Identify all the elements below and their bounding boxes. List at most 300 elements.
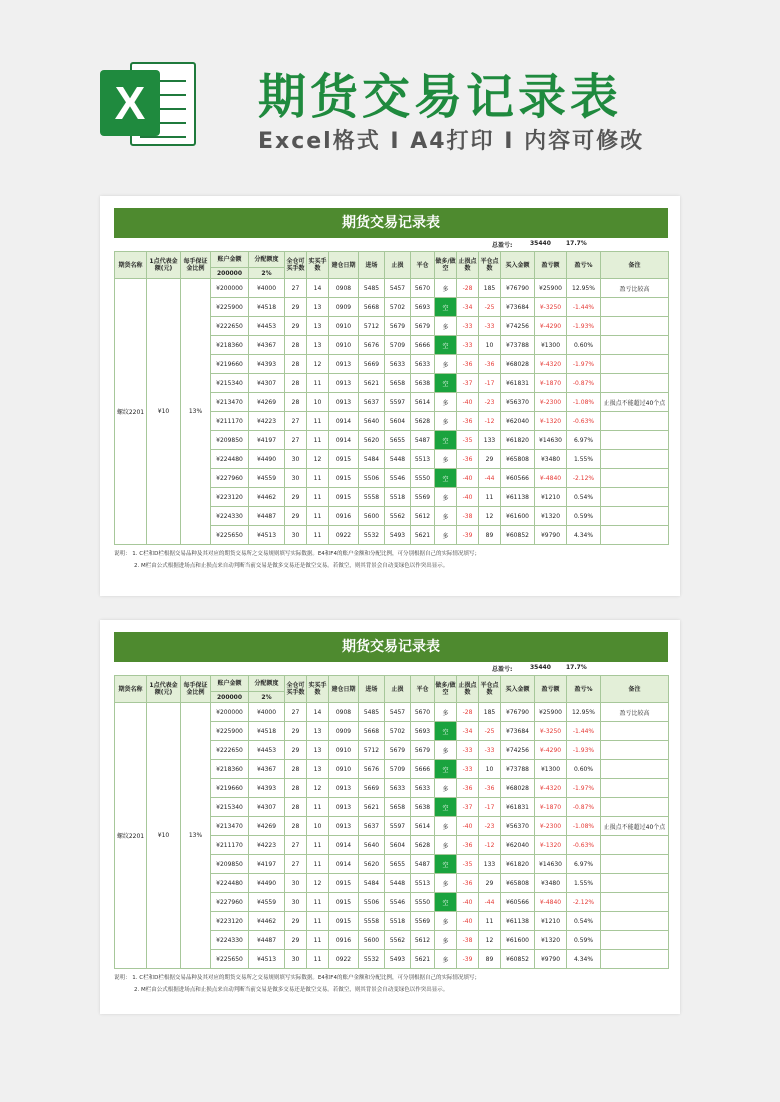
buy-amount-cell[interactable]: ¥60852	[501, 950, 535, 969]
profit-cell[interactable]: ¥1320	[535, 931, 567, 950]
max-lots-cell[interactable]: 28	[285, 336, 307, 355]
stop-points-cell[interactable]: -39	[457, 950, 479, 969]
account-cell[interactable]: ¥227960	[211, 893, 249, 912]
profit-pct-cell[interactable]: 0.59%	[567, 931, 601, 950]
open-date-cell[interactable]: 0914	[329, 431, 359, 450]
unit-amount-cell[interactable]: ¥10	[147, 703, 181, 969]
profit-pct-cell[interactable]: -1.93%	[567, 317, 601, 336]
close-cell[interactable]: 5614	[411, 817, 435, 836]
allocation-cell[interactable]: ¥4513	[249, 950, 285, 969]
close-points-cell[interactable]: -23	[479, 817, 501, 836]
buy-amount-cell[interactable]: ¥61600	[501, 507, 535, 526]
stop-cell[interactable]: 5597	[385, 393, 411, 412]
max-lots-cell[interactable]: 28	[285, 779, 307, 798]
stop-points-cell[interactable]: -36	[457, 355, 479, 374]
direction-cell[interactable]: 多	[435, 412, 457, 431]
entry-cell[interactable]: 5712	[359, 317, 385, 336]
close-cell[interactable]: 5569	[411, 488, 435, 507]
stop-points-cell[interactable]: -33	[457, 760, 479, 779]
buy-amount-cell[interactable]: ¥76790	[501, 279, 535, 298]
max-lots-cell[interactable]: 27	[285, 836, 307, 855]
profit-pct-cell[interactable]: -1.97%	[567, 355, 601, 374]
profit-pct-cell[interactable]: -1.97%	[567, 779, 601, 798]
direction-cell[interactable]: 多	[435, 393, 457, 412]
actual-lots-cell[interactable]: 13	[307, 741, 329, 760]
account-cell[interactable]: ¥209850	[211, 855, 249, 874]
account-cell[interactable]: ¥223120	[211, 488, 249, 507]
allocation-cell[interactable]: ¥4559	[249, 469, 285, 488]
allocation-cell[interactable]: ¥4393	[249, 355, 285, 374]
allocation-cell[interactable]: ¥4487	[249, 931, 285, 950]
remark-cell[interactable]	[601, 874, 669, 893]
max-lots-cell[interactable]: 29	[285, 488, 307, 507]
entry-cell[interactable]: 5558	[359, 488, 385, 507]
open-date-cell[interactable]: 0913	[329, 355, 359, 374]
profit-cell[interactable]: ¥9790	[535, 950, 567, 969]
max-lots-cell[interactable]: 29	[285, 298, 307, 317]
account-cell[interactable]: ¥211170	[211, 836, 249, 855]
profit-cell[interactable]: ¥1210	[535, 912, 567, 931]
stop-points-cell[interactable]: -33	[457, 336, 479, 355]
actual-lots-cell[interactable]: 11	[307, 893, 329, 912]
close-points-cell[interactable]: 89	[479, 526, 501, 545]
direction-cell[interactable]: 多	[435, 279, 457, 298]
name-cell[interactable]: 螺纹2201	[115, 279, 147, 545]
profit-pct-cell[interactable]: -0.87%	[567, 374, 601, 393]
close-cell[interactable]: 5621	[411, 950, 435, 969]
account-cell[interactable]: ¥224480	[211, 450, 249, 469]
stop-points-cell[interactable]: -36	[457, 412, 479, 431]
open-date-cell[interactable]: 0913	[329, 374, 359, 393]
buy-amount-cell[interactable]: ¥60852	[501, 526, 535, 545]
remark-cell[interactable]: 止损点不能超过40个点	[601, 393, 669, 412]
close-cell[interactable]: 5513	[411, 450, 435, 469]
stop-cell[interactable]: 5709	[385, 760, 411, 779]
close-cell[interactable]: 5628	[411, 412, 435, 431]
close-cell[interactable]: 5550	[411, 469, 435, 488]
open-date-cell[interactable]: 0922	[329, 526, 359, 545]
close-points-cell[interactable]: -12	[479, 836, 501, 855]
direction-cell[interactable]: 多	[435, 703, 457, 722]
stop-points-cell[interactable]: -34	[457, 722, 479, 741]
close-points-cell[interactable]: 185	[479, 703, 501, 722]
close-cell[interactable]: 5693	[411, 298, 435, 317]
allocation-cell[interactable]: ¥4518	[249, 722, 285, 741]
actual-lots-cell[interactable]: 11	[307, 912, 329, 931]
entry-cell[interactable]: 5668	[359, 298, 385, 317]
account-cell[interactable]: ¥222650	[211, 317, 249, 336]
stop-cell[interactable]: 5546	[385, 893, 411, 912]
entry-cell[interactable]: 5669	[359, 779, 385, 798]
close-points-cell[interactable]: -44	[479, 469, 501, 488]
max-lots-cell[interactable]: 27	[285, 855, 307, 874]
profit-pct-cell[interactable]: -1.08%	[567, 817, 601, 836]
entry-cell[interactable]: 5676	[359, 760, 385, 779]
direction-cell[interactable]: 多	[435, 741, 457, 760]
open-date-cell[interactable]: 0910	[329, 317, 359, 336]
allocation-cell[interactable]: ¥4490	[249, 450, 285, 469]
open-date-cell[interactable]: 0909	[329, 298, 359, 317]
open-date-cell[interactable]: 0910	[329, 760, 359, 779]
max-lots-cell[interactable]: 29	[285, 931, 307, 950]
buy-amount-cell[interactable]: ¥62040	[501, 412, 535, 431]
actual-lots-cell[interactable]: 14	[307, 279, 329, 298]
actual-lots-cell[interactable]: 12	[307, 355, 329, 374]
account-cell[interactable]: ¥215340	[211, 374, 249, 393]
allocation-cell[interactable]: ¥4393	[249, 779, 285, 798]
open-date-cell[interactable]: 0913	[329, 393, 359, 412]
close-points-cell[interactable]: 89	[479, 950, 501, 969]
stop-cell[interactable]: 5655	[385, 855, 411, 874]
stop-points-cell[interactable]: -34	[457, 298, 479, 317]
allocation-cell[interactable]: ¥4223	[249, 836, 285, 855]
actual-lots-cell[interactable]: 11	[307, 836, 329, 855]
account-value-cell[interactable]: 200000	[211, 268, 249, 279]
buy-amount-cell[interactable]: ¥61831	[501, 798, 535, 817]
buy-amount-cell[interactable]: ¥65808	[501, 450, 535, 469]
profit-cell[interactable]: ¥25900	[535, 279, 567, 298]
allocation-value-cell[interactable]: 2%	[249, 268, 285, 279]
close-cell[interactable]: 5569	[411, 912, 435, 931]
stop-points-cell[interactable]: -39	[457, 526, 479, 545]
max-lots-cell[interactable]: 28	[285, 355, 307, 374]
buy-amount-cell[interactable]: ¥76790	[501, 703, 535, 722]
allocation-cell[interactable]: ¥4367	[249, 336, 285, 355]
buy-amount-cell[interactable]: ¥74256	[501, 317, 535, 336]
entry-cell[interactable]: 5620	[359, 855, 385, 874]
profit-cell[interactable]: ¥-4290	[535, 317, 567, 336]
actual-lots-cell[interactable]: 11	[307, 469, 329, 488]
close-points-cell[interactable]: 12	[479, 931, 501, 950]
open-date-cell[interactable]: 0915	[329, 450, 359, 469]
entry-cell[interactable]: 5621	[359, 374, 385, 393]
allocation-cell[interactable]: ¥4269	[249, 393, 285, 412]
remark-cell[interactable]	[601, 798, 669, 817]
stop-cell[interactable]: 5658	[385, 374, 411, 393]
stop-cell[interactable]: 5702	[385, 722, 411, 741]
close-cell[interactable]: 5638	[411, 374, 435, 393]
actual-lots-cell[interactable]: 12	[307, 874, 329, 893]
stop-cell[interactable]: 5457	[385, 279, 411, 298]
entry-cell[interactable]: 5532	[359, 526, 385, 545]
close-cell[interactable]: 5670	[411, 279, 435, 298]
stop-cell[interactable]: 5679	[385, 741, 411, 760]
open-date-cell[interactable]: 0922	[329, 950, 359, 969]
profit-pct-cell[interactable]: 0.59%	[567, 507, 601, 526]
stop-cell[interactable]: 5493	[385, 950, 411, 969]
open-date-cell[interactable]: 0913	[329, 798, 359, 817]
stop-points-cell[interactable]: -28	[457, 703, 479, 722]
open-date-cell[interactable]: 0915	[329, 469, 359, 488]
stop-points-cell[interactable]: -35	[457, 431, 479, 450]
allocation-cell[interactable]: ¥4197	[249, 855, 285, 874]
direction-cell[interactable]: 多	[435, 836, 457, 855]
remark-cell[interactable]	[601, 931, 669, 950]
actual-lots-cell[interactable]: 11	[307, 798, 329, 817]
stop-cell[interactable]: 5518	[385, 912, 411, 931]
allocation-cell[interactable]: ¥4223	[249, 412, 285, 431]
close-points-cell[interactable]: 133	[479, 855, 501, 874]
open-date-cell[interactable]: 0916	[329, 507, 359, 526]
max-lots-cell[interactable]: 27	[285, 412, 307, 431]
open-date-cell[interactable]: 0914	[329, 412, 359, 431]
actual-lots-cell[interactable]: 11	[307, 507, 329, 526]
stop-cell[interactable]: 5604	[385, 412, 411, 431]
account-value-cell[interactable]: 200000	[211, 692, 249, 703]
direction-cell[interactable]: 空	[435, 798, 457, 817]
close-points-cell[interactable]: -12	[479, 412, 501, 431]
stop-points-cell[interactable]: -37	[457, 374, 479, 393]
remark-cell[interactable]	[601, 469, 669, 488]
actual-lots-cell[interactable]: 13	[307, 722, 329, 741]
remark-cell[interactable]	[601, 855, 669, 874]
actual-lots-cell[interactable]: 10	[307, 393, 329, 412]
allocation-cell[interactable]: ¥4559	[249, 893, 285, 912]
profit-cell[interactable]: ¥-1320	[535, 412, 567, 431]
entry-cell[interactable]: 5640	[359, 412, 385, 431]
actual-lots-cell[interactable]: 11	[307, 931, 329, 950]
actual-lots-cell[interactable]: 11	[307, 855, 329, 874]
actual-lots-cell[interactable]: 11	[307, 950, 329, 969]
remark-cell[interactable]	[601, 488, 669, 507]
profit-pct-cell[interactable]: 6.97%	[567, 855, 601, 874]
account-cell[interactable]: ¥219660	[211, 779, 249, 798]
profit-cell[interactable]: ¥14630	[535, 431, 567, 450]
actual-lots-cell[interactable]: 11	[307, 412, 329, 431]
actual-lots-cell[interactable]: 11	[307, 488, 329, 507]
direction-cell[interactable]: 空	[435, 722, 457, 741]
close-points-cell[interactable]: -25	[479, 298, 501, 317]
profit-cell[interactable]: ¥14630	[535, 855, 567, 874]
close-cell[interactable]: 5679	[411, 741, 435, 760]
stop-cell[interactable]: 5546	[385, 469, 411, 488]
profit-cell[interactable]: ¥-1870	[535, 374, 567, 393]
open-date-cell[interactable]: 0910	[329, 336, 359, 355]
close-cell[interactable]: 5628	[411, 836, 435, 855]
stop-cell[interactable]: 5457	[385, 703, 411, 722]
direction-cell[interactable]: 空	[435, 469, 457, 488]
remark-cell[interactable]	[601, 507, 669, 526]
open-date-cell[interactable]: 0909	[329, 722, 359, 741]
profit-cell[interactable]: ¥1210	[535, 488, 567, 507]
profit-pct-cell[interactable]: 0.54%	[567, 488, 601, 507]
direction-cell[interactable]: 多	[435, 779, 457, 798]
remark-cell[interactable]	[601, 450, 669, 469]
remark-cell[interactable]	[601, 779, 669, 798]
profit-pct-cell[interactable]: 1.55%	[567, 874, 601, 893]
stop-points-cell[interactable]: -33	[457, 317, 479, 336]
account-cell[interactable]: ¥225650	[211, 950, 249, 969]
remark-cell[interactable]	[601, 298, 669, 317]
close-points-cell[interactable]: 29	[479, 450, 501, 469]
direction-cell[interactable]: 多	[435, 488, 457, 507]
max-lots-cell[interactable]: 28	[285, 798, 307, 817]
account-cell[interactable]: ¥223120	[211, 912, 249, 931]
stop-points-cell[interactable]: -40	[457, 469, 479, 488]
account-cell[interactable]: ¥224330	[211, 507, 249, 526]
stop-cell[interactable]: 5655	[385, 431, 411, 450]
account-cell[interactable]: ¥224480	[211, 874, 249, 893]
profit-cell[interactable]: ¥3480	[535, 450, 567, 469]
direction-cell[interactable]: 空	[435, 336, 457, 355]
remark-cell[interactable]	[601, 760, 669, 779]
account-cell[interactable]: ¥225900	[211, 298, 249, 317]
max-lots-cell[interactable]: 30	[285, 450, 307, 469]
close-points-cell[interactable]: 133	[479, 431, 501, 450]
account-cell[interactable]: ¥215340	[211, 798, 249, 817]
account-cell[interactable]: ¥218360	[211, 760, 249, 779]
buy-amount-cell[interactable]: ¥68028	[501, 779, 535, 798]
actual-lots-cell[interactable]: 11	[307, 526, 329, 545]
direction-cell[interactable]: 多	[435, 450, 457, 469]
open-date-cell[interactable]: 0908	[329, 703, 359, 722]
entry-cell[interactable]: 5600	[359, 931, 385, 950]
profit-pct-cell[interactable]: -1.08%	[567, 393, 601, 412]
open-date-cell[interactable]: 0913	[329, 779, 359, 798]
profit-pct-cell[interactable]: -0.63%	[567, 836, 601, 855]
profit-cell[interactable]: ¥-1870	[535, 798, 567, 817]
direction-cell[interactable]: 多	[435, 931, 457, 950]
max-lots-cell[interactable]: 29	[285, 912, 307, 931]
profit-cell[interactable]: ¥-4320	[535, 355, 567, 374]
direction-cell[interactable]: 空	[435, 760, 457, 779]
allocation-cell[interactable]: ¥4462	[249, 912, 285, 931]
account-cell[interactable]: ¥224330	[211, 931, 249, 950]
profit-pct-cell[interactable]: 4.34%	[567, 526, 601, 545]
direction-cell[interactable]: 多	[435, 817, 457, 836]
close-points-cell[interactable]: -17	[479, 798, 501, 817]
stop-points-cell[interactable]: -37	[457, 798, 479, 817]
profit-pct-cell[interactable]: 12.95%	[567, 279, 601, 298]
actual-lots-cell[interactable]: 12	[307, 450, 329, 469]
actual-lots-cell[interactable]: 13	[307, 336, 329, 355]
stop-points-cell[interactable]: -40	[457, 393, 479, 412]
open-date-cell[interactable]: 0915	[329, 874, 359, 893]
allocation-cell[interactable]: ¥4000	[249, 279, 285, 298]
allocation-value-cell[interactable]: 2%	[249, 692, 285, 703]
actual-lots-cell[interactable]: 11	[307, 431, 329, 450]
profit-cell[interactable]: ¥-3250	[535, 722, 567, 741]
entry-cell[interactable]: 5506	[359, 469, 385, 488]
max-lots-cell[interactable]: 30	[285, 893, 307, 912]
stop-cell[interactable]: 5633	[385, 355, 411, 374]
allocation-cell[interactable]: ¥4490	[249, 874, 285, 893]
remark-cell[interactable]	[601, 412, 669, 431]
stop-cell[interactable]: 5709	[385, 336, 411, 355]
account-cell[interactable]: ¥227960	[211, 469, 249, 488]
stop-points-cell[interactable]: -28	[457, 279, 479, 298]
direction-cell[interactable]: 多	[435, 874, 457, 893]
direction-cell[interactable]: 空	[435, 431, 457, 450]
close-points-cell[interactable]: 10	[479, 760, 501, 779]
open-date-cell[interactable]: 0915	[329, 488, 359, 507]
close-points-cell[interactable]: 29	[479, 874, 501, 893]
profit-cell[interactable]: ¥-2300	[535, 817, 567, 836]
close-cell[interactable]: 5670	[411, 703, 435, 722]
remark-cell[interactable]	[601, 336, 669, 355]
allocation-cell[interactable]: ¥4453	[249, 317, 285, 336]
entry-cell[interactable]: 5621	[359, 798, 385, 817]
remark-cell[interactable]	[601, 374, 669, 393]
allocation-cell[interactable]: ¥4307	[249, 798, 285, 817]
profit-cell[interactable]: ¥1300	[535, 760, 567, 779]
direction-cell[interactable]: 多	[435, 950, 457, 969]
max-lots-cell[interactable]: 27	[285, 279, 307, 298]
entry-cell[interactable]: 5484	[359, 450, 385, 469]
entry-cell[interactable]: 5637	[359, 393, 385, 412]
direction-cell[interactable]: 多	[435, 507, 457, 526]
open-date-cell[interactable]: 0913	[329, 817, 359, 836]
allocation-cell[interactable]: ¥4197	[249, 431, 285, 450]
open-date-cell[interactable]: 0910	[329, 741, 359, 760]
remark-cell[interactable]	[601, 431, 669, 450]
max-lots-cell[interactable]: 28	[285, 817, 307, 836]
close-points-cell[interactable]: -17	[479, 374, 501, 393]
stop-points-cell[interactable]: -40	[457, 912, 479, 931]
stop-cell[interactable]: 5493	[385, 526, 411, 545]
stop-cell[interactable]: 5597	[385, 817, 411, 836]
allocation-cell[interactable]: ¥4269	[249, 817, 285, 836]
stop-points-cell[interactable]: -40	[457, 893, 479, 912]
max-lots-cell[interactable]: 30	[285, 950, 307, 969]
actual-lots-cell[interactable]: 10	[307, 817, 329, 836]
account-cell[interactable]: ¥225900	[211, 722, 249, 741]
stop-cell[interactable]: 5633	[385, 779, 411, 798]
max-lots-cell[interactable]: 30	[285, 469, 307, 488]
close-points-cell[interactable]: -25	[479, 722, 501, 741]
profit-cell[interactable]: ¥1300	[535, 336, 567, 355]
stop-points-cell[interactable]: -36	[457, 450, 479, 469]
max-lots-cell[interactable]: 29	[285, 722, 307, 741]
allocation-cell[interactable]: ¥4487	[249, 507, 285, 526]
entry-cell[interactable]: 5506	[359, 893, 385, 912]
buy-amount-cell[interactable]: ¥73684	[501, 298, 535, 317]
allocation-cell[interactable]: ¥4000	[249, 703, 285, 722]
actual-lots-cell[interactable]: 12	[307, 779, 329, 798]
close-points-cell[interactable]: 11	[479, 488, 501, 507]
profit-pct-cell[interactable]: -2.12%	[567, 469, 601, 488]
buy-amount-cell[interactable]: ¥61138	[501, 912, 535, 931]
buy-amount-cell[interactable]: ¥61831	[501, 374, 535, 393]
open-date-cell[interactable]: 0914	[329, 836, 359, 855]
direction-cell[interactable]: 空	[435, 893, 457, 912]
profit-pct-cell[interactable]: 0.54%	[567, 912, 601, 931]
account-cell[interactable]: ¥225650	[211, 526, 249, 545]
actual-lots-cell[interactable]: 11	[307, 374, 329, 393]
close-cell[interactable]: 5666	[411, 760, 435, 779]
unit-amount-cell[interactable]: ¥10	[147, 279, 181, 545]
remark-cell[interactable]	[601, 722, 669, 741]
buy-amount-cell[interactable]: ¥62040	[501, 836, 535, 855]
buy-amount-cell[interactable]: ¥60566	[501, 893, 535, 912]
allocation-cell[interactable]: ¥4367	[249, 760, 285, 779]
account-cell[interactable]: ¥200000	[211, 279, 249, 298]
profit-pct-cell[interactable]: -0.63%	[567, 412, 601, 431]
profit-pct-cell[interactable]: -1.44%	[567, 722, 601, 741]
stop-cell[interactable]: 5562	[385, 931, 411, 950]
actual-lots-cell[interactable]: 13	[307, 298, 329, 317]
max-lots-cell[interactable]: 29	[285, 741, 307, 760]
close-cell[interactable]: 5487	[411, 855, 435, 874]
close-cell[interactable]: 5638	[411, 798, 435, 817]
buy-amount-cell[interactable]: ¥61820	[501, 431, 535, 450]
max-lots-cell[interactable]: 30	[285, 526, 307, 545]
close-points-cell[interactable]: -33	[479, 741, 501, 760]
entry-cell[interactable]: 5668	[359, 722, 385, 741]
stop-points-cell[interactable]: -36	[457, 874, 479, 893]
direction-cell[interactable]: 空	[435, 298, 457, 317]
close-points-cell[interactable]: 11	[479, 912, 501, 931]
